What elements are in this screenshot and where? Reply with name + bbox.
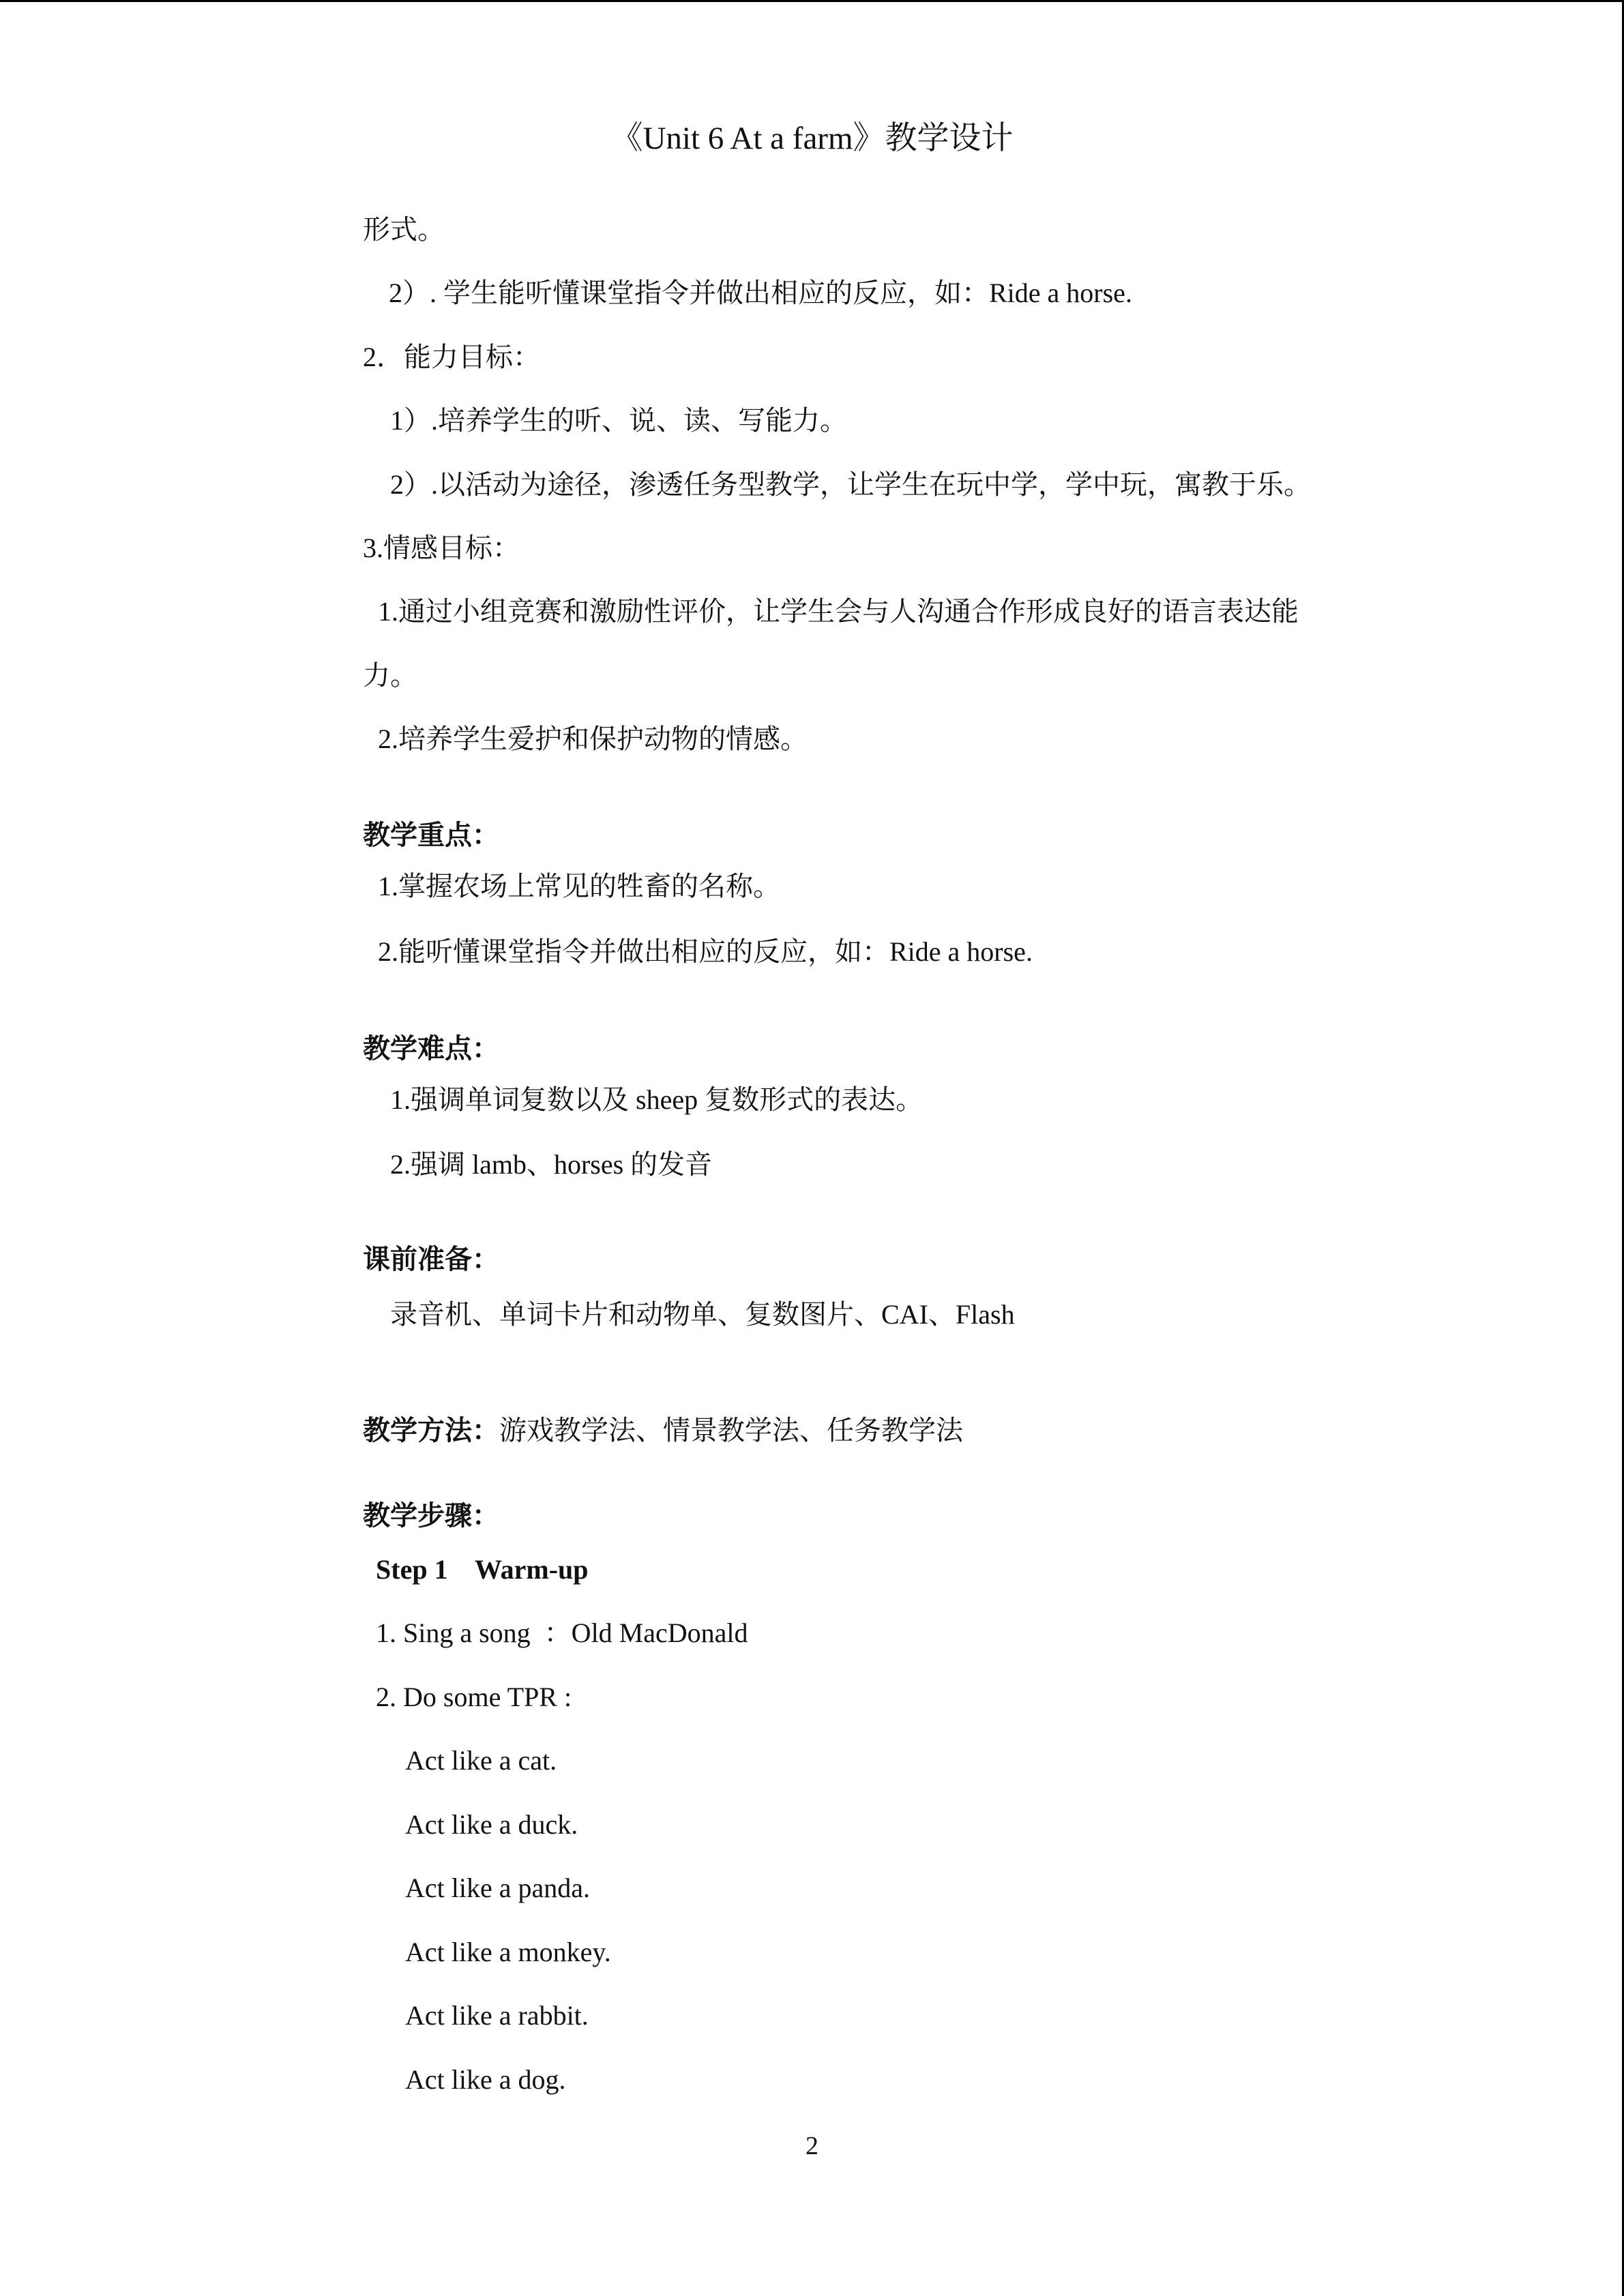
section-heading-focus: 教学重点：: [363, 820, 499, 850]
focus-item: 2.能听懂课堂指令并做出相应的反应，如：Ride a horse.: [378, 936, 1033, 967]
act-item: Act like a panda.: [405, 1873, 590, 1903]
text-line: 2.培养学生爱护和保护动物的情感。: [378, 724, 808, 754]
text-line: 1）.培养学生的听、说、读、写能力。: [390, 405, 847, 436]
act-item: Act like a rabbit.: [405, 2000, 589, 2031]
focus-item: 1.掌握农场上常见的牲畜的名称。: [378, 871, 780, 901]
step-item: 1. Sing a song ：Old MacDonald: [376, 1617, 748, 1648]
step-item: 2. Do some TPR :: [376, 1682, 572, 1712]
act-item: Act like a monkey.: [405, 1937, 611, 1967]
text-line: 形式。: [363, 214, 445, 245]
page-header: 《Unit 6 At a farm》教学设计: [610, 121, 1014, 156]
section-heading-steps: 教学步骤：: [363, 1500, 499, 1531]
page-number: 2: [806, 2132, 818, 2160]
preparation-item: 录音机、单词卡片和动物单、复数图片、CAI、Flash: [390, 1299, 1015, 1330]
text-line: 2）. 学生能听懂课堂指令并做出相应的反应，如：Ride a horse.: [389, 278, 1132, 308]
step-title: Step 1 Warm-up: [376, 1554, 589, 1585]
page-border-top: [0, 0, 1624, 2]
section-heading-difficulty: 教学难点：: [363, 1033, 499, 1064]
methods-line: [363, 1410, 963, 1451]
act-item: Act like a cat.: [405, 1745, 557, 1776]
section-heading-methods: 教学方法：: [363, 1415, 499, 1446]
text-line: 2）.以活动为途径，渗透任务型教学，让学生在玩中学，学中玩，寓教于乐。: [390, 469, 1311, 500]
methods-text: 游戏教学法、情景教学法、任务教学法: [499, 1415, 963, 1446]
act-item: Act like a dog.: [405, 2064, 566, 2095]
text-line: 3.情感目标：: [363, 533, 520, 563]
text-line: 1.通过小组竞赛和激励性评价，让学生会与人沟通合作形成良好的语言表达能: [378, 596, 1299, 627]
act-item: Act like a duck.: [405, 1809, 578, 1840]
difficulty-item: 1.强调单词复数以及 sheep 复数形式的表达。: [390, 1084, 924, 1115]
section-heading-preparation: 课前准备：: [363, 1244, 499, 1274]
text-line: 力。: [363, 660, 417, 691]
text-line: 2．能力目标：: [363, 342, 540, 372]
difficulty-item: 2.强调 lamb、horses 的发音: [390, 1149, 713, 1180]
